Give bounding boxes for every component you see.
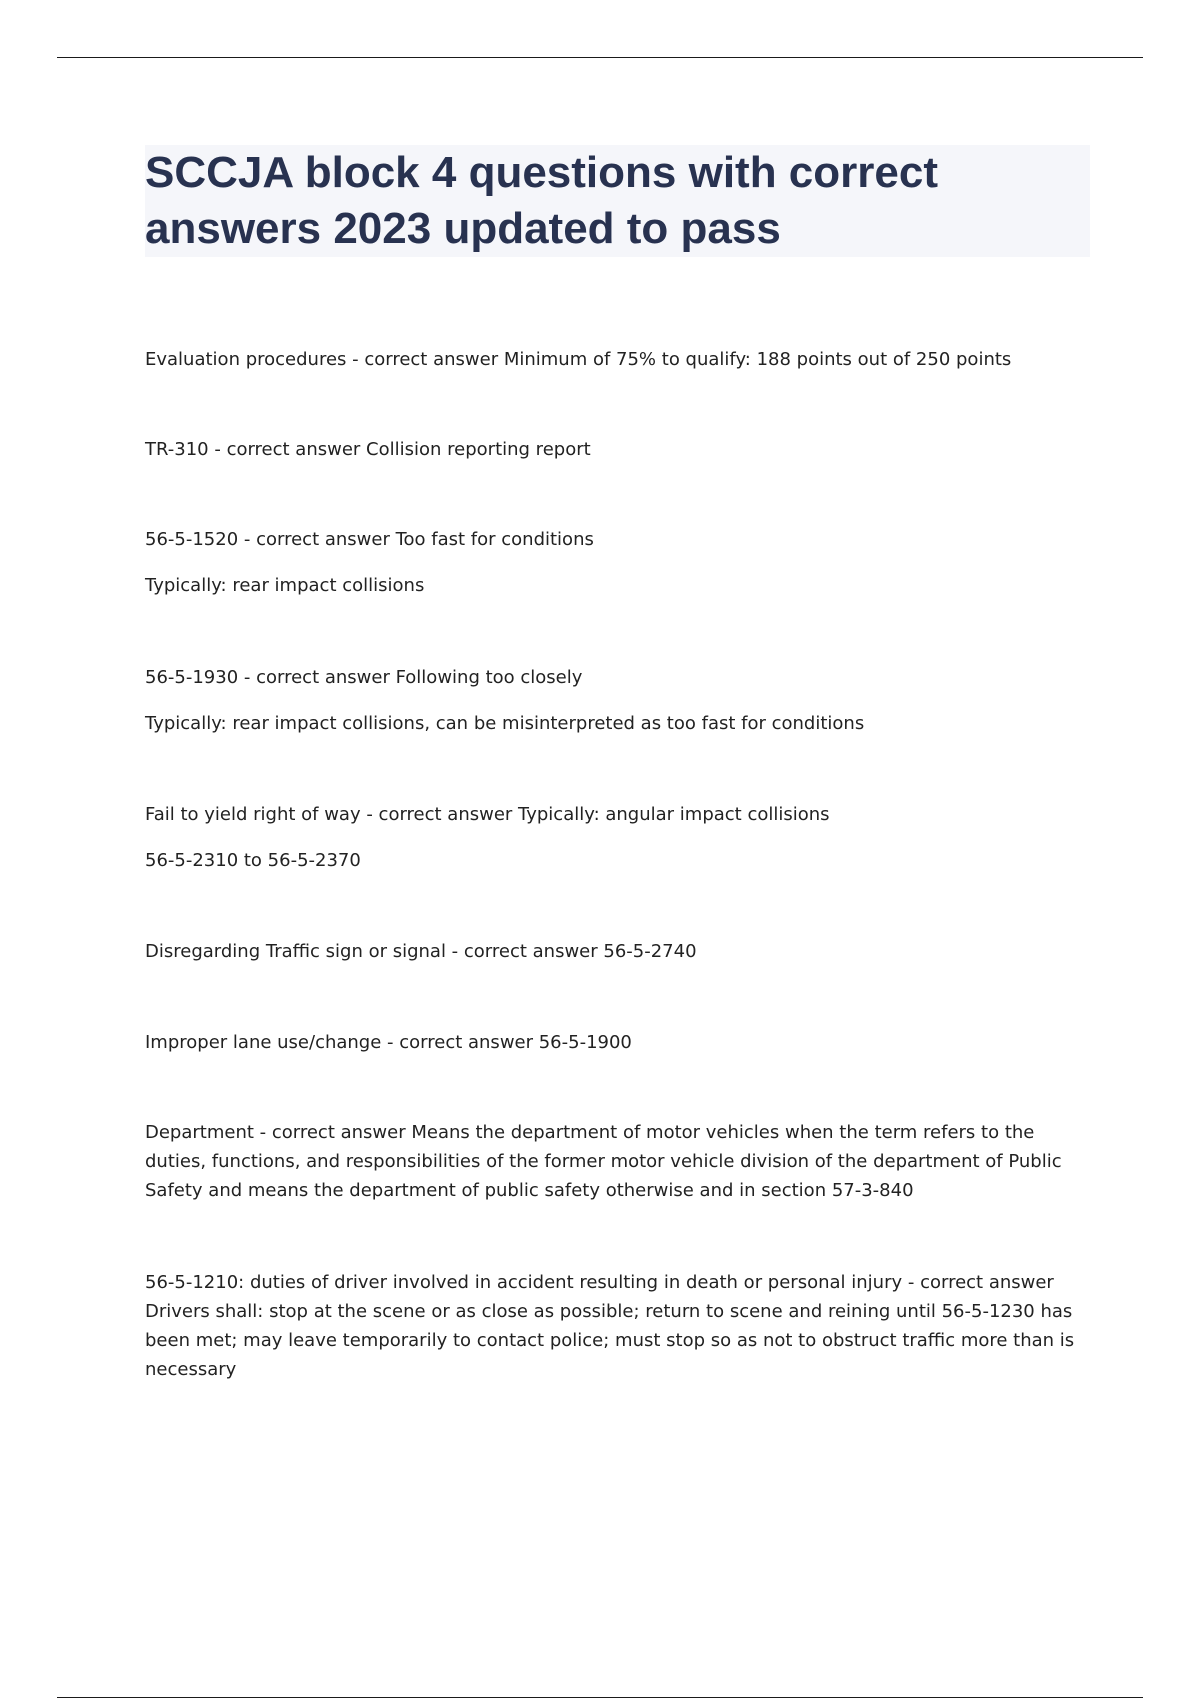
entry-text: Disregarding Traffic sign or signal - correct answer 56-5-2740	[145, 941, 697, 962]
entry-tr-310	[145, 435, 1090, 464]
entry-evaluation-procedures	[145, 345, 1090, 374]
entry-text: 56-5-1520 - correct answer Too fast for conditions	[145, 529, 594, 550]
document-title: SCCJA block 4 questions with correct answers 2023 updated to pass	[145, 148, 938, 253]
bottom-rule	[57, 1697, 1143, 1698]
entry-text: Improper lane use/change - correct answer 56-5-1900	[145, 1032, 632, 1053]
entry-note: 56-5-2310 to 56-5-2370	[145, 850, 361, 871]
entry-56-5-1930	[145, 663, 1090, 738]
entry-fail-to-yield	[145, 800, 1090, 875]
entry-department	[145, 1118, 1090, 1205]
entry-note: Typically: rear impact collisions	[145, 575, 425, 596]
top-rule	[57, 57, 1143, 58]
entry-disregarding-traffic-sign	[145, 937, 1090, 966]
entry-note: Typically: rear impact collisions, can be misinterpreted as too fast for conditions	[145, 713, 865, 734]
entry-text: Evaluation procedures - correct answer Minimum of 75% to qualify: 188 points out of 250 points	[145, 349, 1012, 370]
entry-text: 56-5-1210: duties of driver involved in accident resulting in death or personal injury - correct answer Drivers shall: stop at the scene or as close as possible; return to scene and reining until 56-5-1230 has been met; may leave temporarily to contact police; must stop so as not to obstruct traffic more than is necessary	[145, 1272, 1075, 1380]
entry-text: Department - correct answer Means the department of motor vehicles when the term refers to the duties, functions, and responsibilities of the former motor vehicle division of the department of Public Safety and means the department of public safety otherwise and in section 57-3-840	[145, 1122, 1062, 1201]
entry-improper-lane-use	[145, 1028, 1090, 1057]
entry-56-5-1210	[145, 1268, 1090, 1384]
entry-56-5-1520	[145, 525, 1090, 600]
title-block	[145, 145, 1090, 257]
entry-text: 56-5-1930 - correct answer Following too closely	[145, 667, 583, 688]
entry-text: TR-310 - correct answer Collision reporting report	[145, 439, 591, 460]
entry-text: Fail to yield right of way - correct answer Typically: angular impact collisions	[145, 804, 830, 825]
